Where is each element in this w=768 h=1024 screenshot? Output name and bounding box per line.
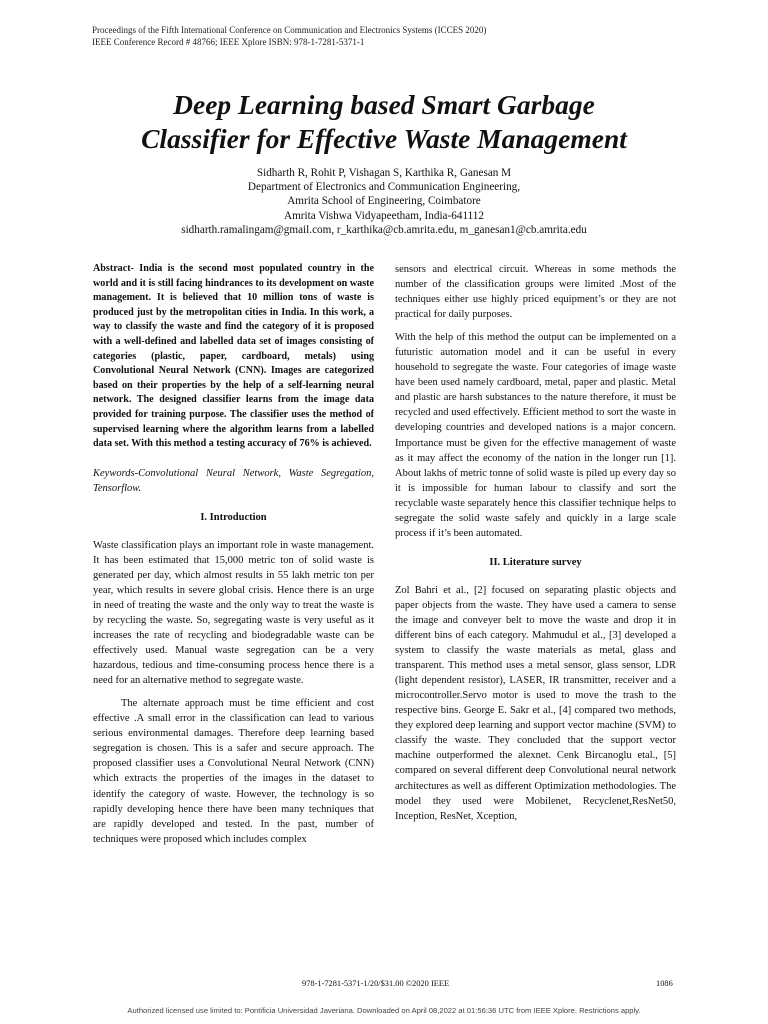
intro-paragraph-1: Waste classification plays an important role in waste management. It has been estimated that 15,000 metric ton of solid waste is generated per day, which almost results in 55 lakh metric ton per year, which results in severe global crisis. Hence there is an urge in need of treating the waste and the only way to treat the waste is by recycling the waste. So, segregating waste is very useful as it increases the rate of recycling and biodegradable waste can be effectively used. Manual waste segregation can be a very hazardous, tedious and time-consuming process hence there is a need for an alternative method to segregate waste. xyxy=(93,539,374,687)
body-paragraph-1: sensors and electrical circuit. Whereas in some methods the number of the classification groups were limited .Most of the techniques either use highly priced equipment’s or they are not practical for daily purposes. xyxy=(395,264,676,321)
body-paragraph-2: With the help of this method the output can be implemented on a futuristic automation model and it can be useful in every household to segregate the waste. Four categories of image waste have been used namely cardboard, metal, paper and plastic. Metal and plastic are harsh substances to the nature therefore, it must be recycled and used effectively. Efficient method to sort the waste in developing countries and developed nations is a major concern. Importance must be given for the effective management of waste as it may affect the economy of the nation in the longer run [1]. About lakhs of metric tonne of solid waste is piled up every day so it is impossible for human labour to classify and sort the recyclable waste separately hence this classifier technique helps to segregate the solid waste safely and quickly in a large scale process if it’s been automated. xyxy=(395,332,676,539)
title-line-2: Classifier for Effective Waste Management xyxy=(141,123,627,154)
right-column xyxy=(395,262,676,824)
abstract: Abstract- India is the second most populated country in the world and it is still facing hindrances to its development on waste management. It is believed that 10 million tons of waste is produced just by the metropolitan cities in India. In this work, a way to classify the waste and find the category of it is proposed with a well-defined and labelled data set of images consisting of categories (plastic, paper, cardboard, metals) using Convolutional Neural Network (CNN). Images are categorized based on their properties by the help of a self-learning neural network. The designed classifier learns from the image data provided for training purpose. The classifier uses the method of supervised learning where the algorithm learns from a labelled data set. With this method a testing accuracy of 76% is achieved. xyxy=(93,263,374,450)
school: Amrita School of Engineering, Coimbatore xyxy=(287,195,481,208)
copyright-line: 978-1-7281-5371-1/20/$31.00 ©2020 IEEE xyxy=(302,979,450,988)
department: Department of Electronics and Communication Engineering, xyxy=(247,181,521,194)
keywords: Keywords-Convolutional Neural Network, Waste Segregation, Tensorflow. xyxy=(93,467,374,494)
literature-paragraph: Zol Bahri et al., [2] focused on separating plastic objects and paper objects from the waste. They have used a camera to sense the image and conveyer belt to move the waste and drop it in different bins of each category. Mahmudul et al., [3] developed a system to classify the waste materials as metal, glass and transparent. This method uses a metal sensor, glass sensor, LDR (light dependent resistor), LASER, IR transmitter, receiver and a microcontroller.Servo motor is used to move the trash to the respective bins. George E. Sakr et al., [4] compared two methods, they explored deep learning and support vector machine (SVM) to classify the waste. They concluded that the support vector machine outperformed the alexnet. Cenk Bircanoglu etal., [5] compared on several different deep Convolutional neural network architectures as well as different Optimization methodologies. The model they used were Mobilenet, Recyclenet,ResNet50, Inception, ResNet, Xception, xyxy=(395,584,676,822)
section-heading-literature-survey: II. Literature survey xyxy=(489,556,582,568)
conference-header xyxy=(92,25,486,48)
section-heading-introduction: I. Introduction xyxy=(200,511,267,523)
author-names: Sidharth R, Rohit P, Vishagan S, Karthika R, Ganesan M xyxy=(256,167,512,179)
left-column xyxy=(93,262,374,847)
conference-name: Proceedings of the Fifth International Conference on Communication and Electronics Systems (ICCES 2020) xyxy=(92,25,487,35)
paper-title xyxy=(0,88,768,156)
title-line-1: Deep Learning based Smart Garbage xyxy=(173,89,595,120)
university: Amrita Vishwa Vidyapeetham, India-641112 xyxy=(284,209,484,222)
page-number: 1086 xyxy=(656,979,673,988)
author-block xyxy=(0,166,768,237)
conference-record: IEEE Conference Record # 48766; IEEE Xplore ISBN: 978-1-7281-5371-1 xyxy=(92,36,365,47)
license-notice: Authorized licensed use limited to: Pontificia Universidad Javeriana. Downloaded on April 08,2022 at 01:56:36 UTC from IEEE Xplore. Restrictions apply. xyxy=(127,1006,641,1015)
author-emails: sidharth.ramalingam@gmail.com, r_karthika@cb.amrita.edu, m_ganesan1@cb.amrita.edu xyxy=(181,223,587,236)
intro-paragraph-2: The alternate approach must be time efficient and cost effective .A small error in the classification can lead to various serious environmental damages. Therefore deep learning based segregation is chosen. This is a safer and secure approach. The proposed classifier uses a Convolutional Neural Network (CNN) which extracts the properties of the images in the dataset to identify the category of waste. However, the technology is so rapidly developing hence there have been many techniques that are rapidly developed and tested. In the past, number of techniques were proposed which includes complex xyxy=(93,698,374,845)
